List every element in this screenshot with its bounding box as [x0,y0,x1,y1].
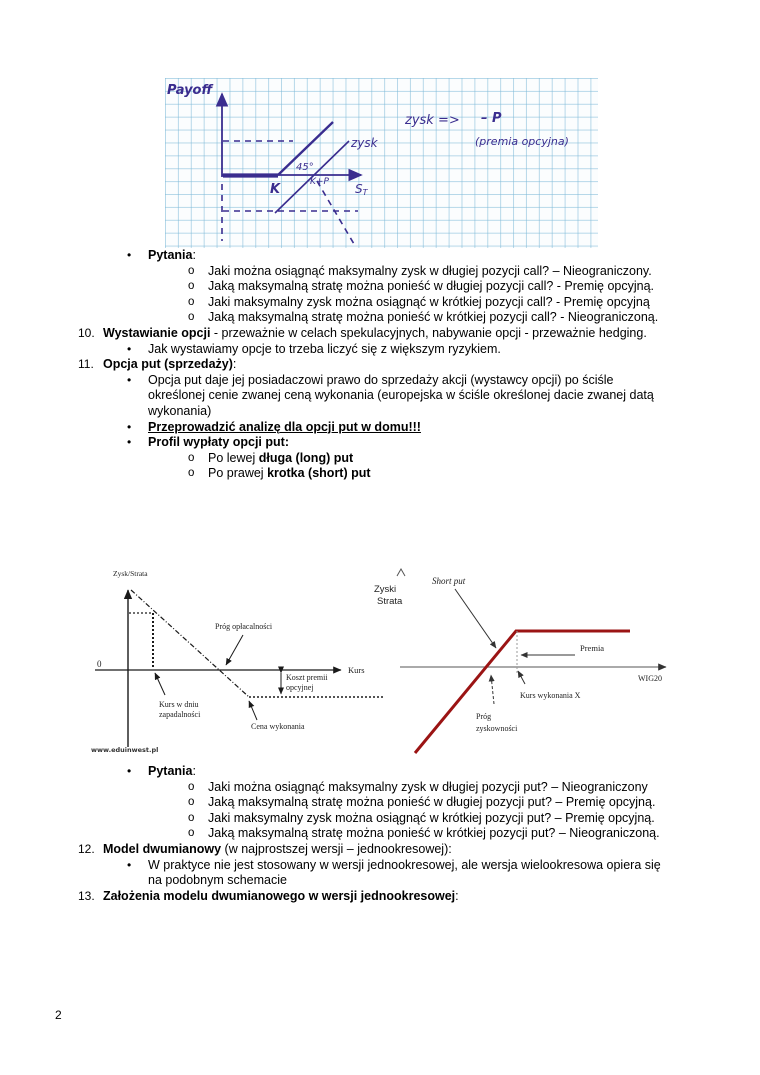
short-put-ylabel-1: Zyski [374,584,397,595]
list-item-11: 11. Opcja put (sprzedaży): [78,357,237,372]
short-put-strike-label: Kurs wykonania X [520,691,581,700]
question-put-2: o Jaką maksymalną stratę można ponieść w długiej pozycji put? – Premię opcyjną. [188,795,656,810]
call-section-text [0,248,760,482]
item-11-right-put: o Po prawej krotka (short) put [188,466,371,481]
handdrawn-call-payoff-sketch [165,78,598,248]
put-section-text [0,764,760,904]
short-put-chart [370,563,682,763]
question-call-1: o Jaki można osiągnąć maksymalny zysk w długiej pozycji call? – Nieograniczony. [188,263,652,278]
long-put-breakeven-label: Próg opłacalności [215,622,273,631]
long-put-strike-arrow [249,701,257,720]
bullet-circle: o [188,780,195,793]
long-put-expiry-label-2: zapadalności [159,710,201,719]
questions-call-header: • Pytania: [127,248,196,262]
sketch-kp-label: K+P [310,177,329,187]
question-put-3: o Jaki maksymalny zysk można osiągnąć w krótkiej pozycji put? – Premię opcyjną. [188,810,655,825]
bullet-circle: o [188,295,195,308]
question-put-4: o Jaką maksymalną stratę można ponieść w krótkiej pozycji put? – Nieograniczoną. [188,826,660,841]
bullet-dot: • [127,857,132,872]
short-put-y-caret [397,569,405,576]
bullet-circle: o [188,811,195,824]
long-put-payoff-line [131,590,249,697]
list-item-10: 10. Wystawianie opcji - przeważnie w celach spekulacyjnych, nabywanie opcji - przeważnie hedging. [78,325,647,340]
bullet-dot: • [127,372,132,387]
sketch-note-premia: (premia opcyjna) [475,135,569,148]
bullet-dot: • [127,435,132,450]
long-put-chart [85,563,397,763]
bullet-dot: • [127,764,132,778]
item-12-bullet: • W praktyce nie jest stosowany w wersji jednookresowej, ale wersja wielookresowa opiera się na podobnym schemacie [127,857,661,888]
list-number: 11. [78,357,94,372]
long-put-expiry-arrow [155,673,165,695]
sketch-st-label: ST [355,182,368,197]
long-put-premium-label-1: Koszt premii [286,673,328,682]
short-put-xlabel: WIG20 [638,674,662,683]
list-number: 12. [78,841,95,856]
question-call-2: o Jaką maksymalną stratę można ponieść w długiej pozycji call? - Premię opcyjną. [188,279,655,294]
question-call-4: o Jaką maksymalną stratę można ponieść w krótkiej pozycji call? - Nieograniczoną. [188,310,659,325]
long-put-zero: 0 [97,659,102,669]
question-call-3: o Jaki maksymalny zysk można osiągnąć w krótkiej pozycji call? - Premię opcyjną [188,294,650,309]
bullet-dot: • [127,341,132,356]
sketch-drawing [165,78,598,248]
sketch-payoff-label: Payoff [167,83,213,98]
list-item-13: 13. Założenia modelu dwumianowego w wersji jednookresowej: [78,888,459,903]
bullet-circle: o [188,451,195,464]
item-11-definition: • Opcja put daje jej posiadaczowi prawo do sprzedaży akcji (wystawcy opcji) po ściśle określonej cenie zwanej ceną wykonania (europejska w ściśle określonej dacie zwanej datą wykonania) [127,372,654,418]
list-number: 10. [78,325,95,340]
long-put-xlabel: Kurs [348,665,365,675]
item-11-left-put: o Po lewej długa (long) put [188,450,354,465]
short-put-breakeven-arrow [491,675,494,704]
bullet-dot: • [127,248,132,262]
sketch-dashed-diagonal [317,181,354,244]
long-put-expiry-label-1: Kurs w dniu [159,700,199,709]
sketch-zysk-label: zysk [351,136,378,150]
list-item-12: 12. Model dwumianowy (w najprostszej wersji – jednookresowej): [78,841,452,856]
short-put-breakeven-label-1: Próg [476,712,492,721]
questions-put-header: • Pytania: [127,764,196,778]
short-put-ylabel-2: Strata [377,596,403,607]
short-put-breakeven-label-2: zyskowności [476,724,518,733]
list-number: 13. [78,888,95,903]
bullet-circle: o [188,311,195,324]
question-put-1: o Jaki można osiągnąć maksymalny zysk w długiej pozycji put? – Nieograniczony [188,779,648,794]
page-number: 2 [55,1008,62,1022]
bullet-circle: o [188,827,195,840]
sketch-angle-label: 45° [296,162,314,173]
bullet-circle: o [188,280,195,293]
sketch-note-minus-p: – P [481,111,502,126]
long-put-breakeven-arrow [226,635,243,665]
long-put-premium-label-2: opcyjnej [286,683,314,692]
short-put-title: Short put [432,576,466,586]
bullet-circle: o [188,264,195,277]
long-put-strike-label: Cena wykonania [251,722,305,731]
bullet-circle: o [188,796,195,809]
sketch-note-zysk: zysk => [405,113,460,128]
item-11-homework: • Przeprowadzić analizę dla opcji put w domu!!! [127,419,421,434]
sketch-k-label: K [270,182,281,197]
item-10-bullet: • Jak wystawiamy opcje to trzeba liczyć się z większym ryzykiem. [127,341,501,356]
short-put-title-arrow [455,589,496,648]
bullet-dot: • [127,419,132,434]
item-11-profile-header: • Profil wypłaty opcji put: [127,435,289,450]
long-put-ylabel: Zysk/Strata [113,569,148,578]
watermark: www.eduinwest.pl [91,746,159,754]
short-put-strike-arrow [518,671,525,684]
short-put-premium-label: Premia [580,643,605,653]
bullet-circle: o [188,467,195,480]
